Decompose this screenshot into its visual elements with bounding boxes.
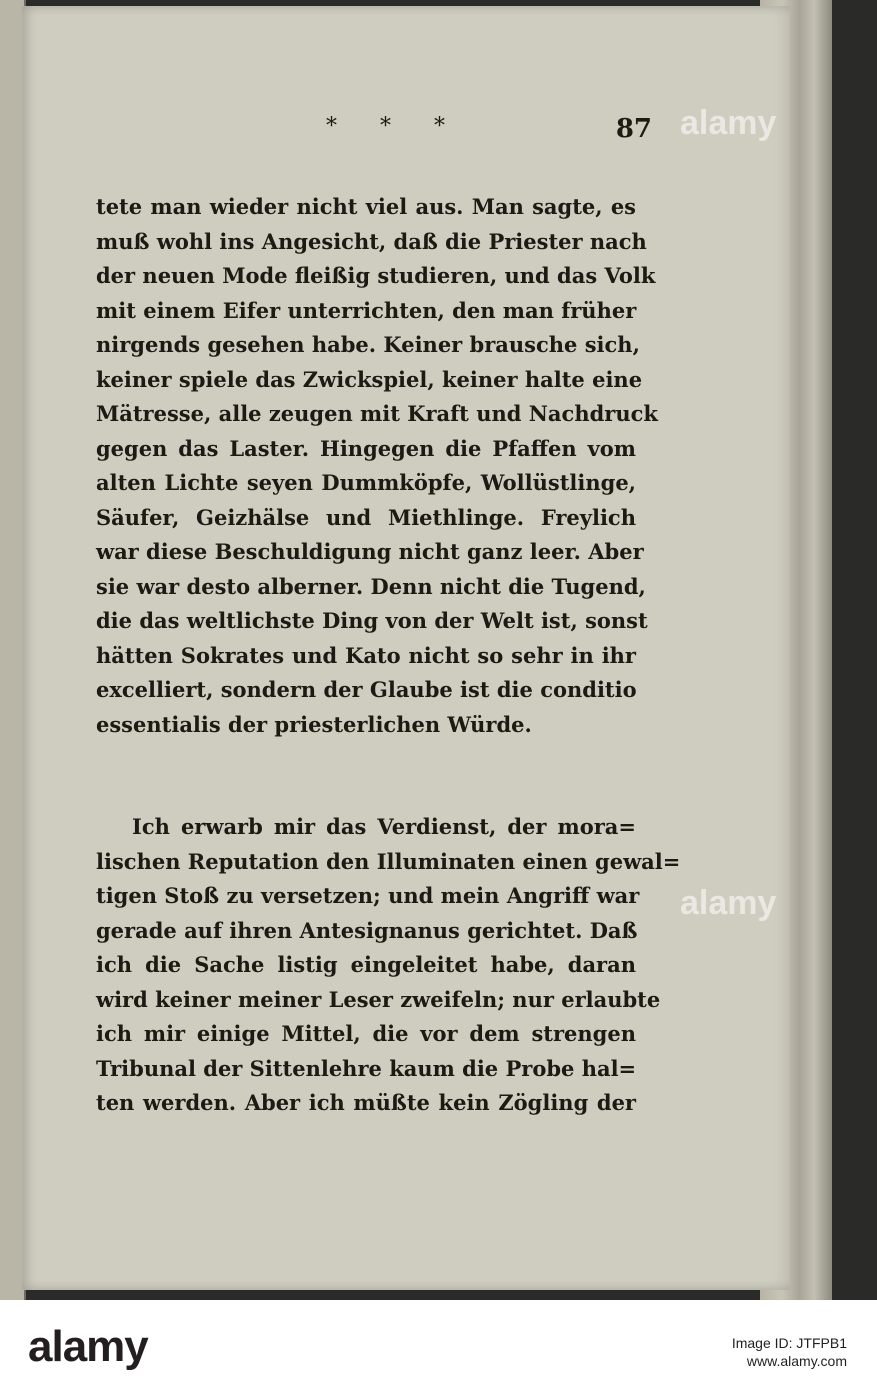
text-line: ten werden. Aber ich müßte kein Zögling der	[96, 1090, 636, 1115]
text-line: lischen Reputation den Illuminaten einen gewal=	[96, 848, 681, 874]
text-line: wird keiner meiner Leser zweifeln; nur erlaubte	[96, 986, 661, 1012]
text-line: nirgends gesehen habe. Keiner brausche sich,	[96, 332, 640, 357]
text-line: tete man wieder nicht viel aus. Man sagte, es	[96, 194, 636, 219]
text-line: alten Lichte seyen Dummköpfe, Wollüstlinge,	[96, 470, 636, 495]
page-header	[96, 108, 652, 148]
text-line: Mätresse, alle zeugen mit Kraft und Nachdruck	[96, 401, 658, 426]
text-line: war diese Beschuldigung nicht ganz leer. Aber	[96, 539, 644, 564]
text-line: tigen Stoß zu versetzen; und mein Angriff war	[96, 883, 640, 908]
text-line: hätten Sokrates und Kato nicht so sehr in ihr	[96, 642, 636, 668]
page-number: 87	[615, 114, 652, 144]
text-line: der neuen Mode fleißig studieren, und das Volk	[96, 263, 656, 288]
text-line: die das weltlichste Ding von der Welt ist, sonst	[96, 608, 648, 633]
stock-footer	[0, 1300, 877, 1390]
header-ornament: * * *	[326, 114, 463, 139]
text-line: essentialis der priesterlichen Würde.	[96, 711, 532, 737]
alamy-logo: alamy	[28, 1322, 148, 1371]
watermark-text: alamy	[680, 104, 777, 142]
text-line: keiner spiele das Zwickspiel, keiner halte eine	[96, 366, 643, 392]
footer-url: www.alamy.com	[746, 1353, 847, 1369]
text-line: gerade auf ihren Antesignanus gerichtet. Daß	[96, 917, 638, 943]
text-line: mit einem Eifer unterrichten, den man früher	[96, 297, 637, 323]
text-line: ich mir einige Mittel, die vor dem strengen	[96, 1021, 636, 1046]
footer-id-block	[732, 1334, 847, 1370]
text-line: Säufer, Geizhälse und Miethlinge. Freylich	[96, 504, 636, 530]
text-line: ich die Sache listig eingeleitet habe, daran	[96, 952, 636, 977]
text-line: muß wohl ins Angesicht, daß die Priester nach	[96, 228, 647, 254]
text-line: Tribunal der Sittenlehre kaum die Probe hal=	[96, 1055, 637, 1081]
text-line: Ich erwarb mir das Verdienst, der mora=	[132, 814, 636, 839]
text-line: gegen das Laster. Hingegen die Pfaffen vom	[96, 435, 636, 461]
image-id-label: Image ID: JTFPB1	[731, 1335, 847, 1351]
watermark-text: alamy	[680, 884, 777, 922]
text-line: sie war desto alberner. Denn nicht die Tugend,	[96, 573, 646, 599]
paragraph-1	[96, 190, 658, 742]
text-line: excelliert, sondern der Glaube ist die conditio	[96, 677, 637, 702]
paragraph-2	[96, 810, 681, 1121]
